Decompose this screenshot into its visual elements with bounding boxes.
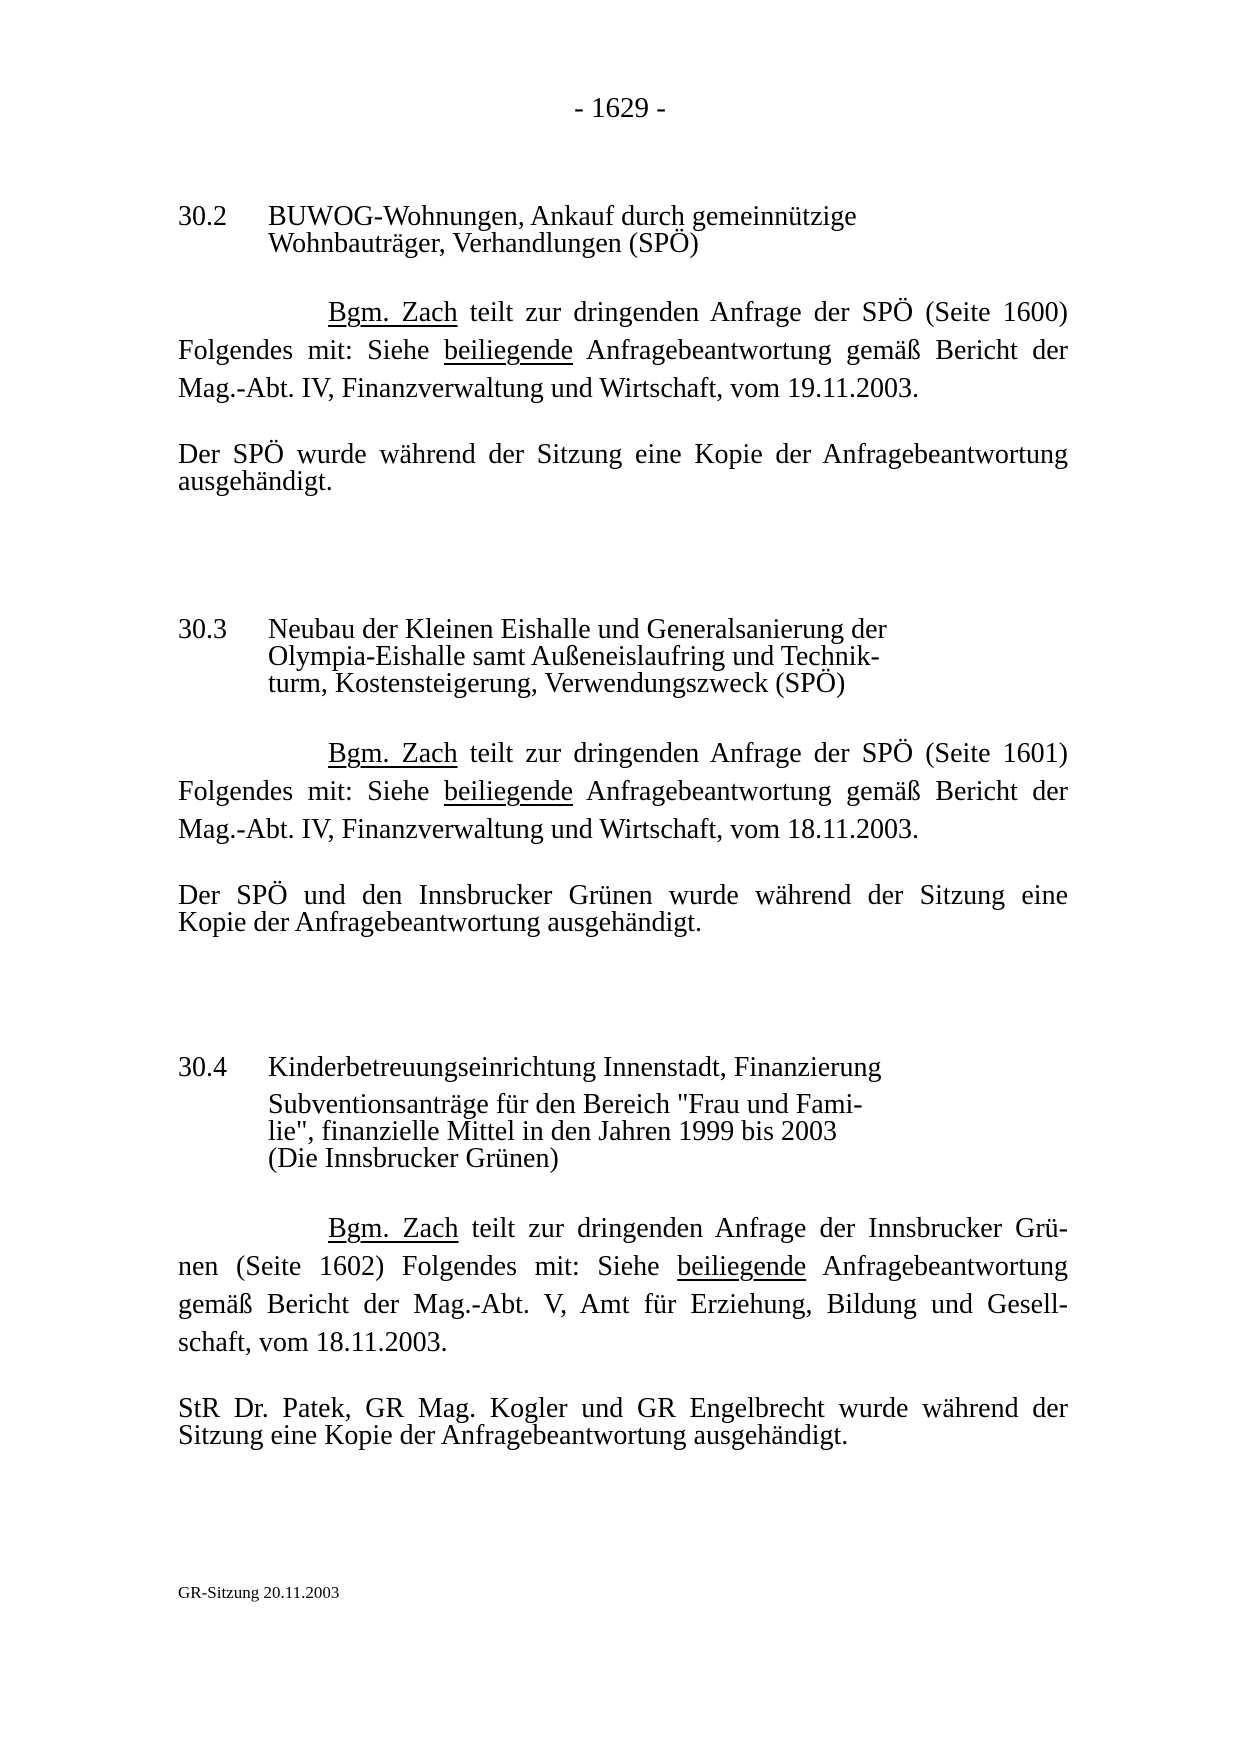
item-paragraph — [178, 1210, 1068, 1362]
footer: GR-Sitzung 20.11.2003 — [178, 1583, 340, 1602]
attachment-reference: beiliegende — [677, 1251, 807, 1282]
note-line: ausgehändigt. — [178, 466, 333, 497]
attachment-reference: beiliegende — [443, 335, 574, 366]
item-heading — [178, 1054, 1068, 1172]
paragraph-text: Anfragebeantwortung — [806, 1251, 1069, 1282]
paragraph-text: teilt zur dringenden Anfrage der SPÖ (Seite 1601) — [457, 738, 1069, 769]
item-title-line: Kinderbetreuungseinrichtung Innenstadt, Finanzierung — [268, 1052, 882, 1083]
agenda-item-30-4 — [178, 1054, 1068, 1449]
note-line: Der SPÖ wurde während der Sitzung eine Kopie der Anfragebeantwortung — [178, 439, 1068, 470]
item-number: 30.4 — [178, 1052, 227, 1083]
item-number: 30.2 — [178, 201, 227, 232]
paragraph-text: teilt zur dringenden Anfrage der SPÖ (Seite 1600) — [457, 297, 1069, 328]
paragraph-text: nen (Seite 1602) Folgendes mit: Siehe — [178, 1251, 678, 1282]
attachment-reference: beiliegende — [443, 776, 574, 807]
paragraph-text: Mag.-Abt. IV, Finanzverwaltung und Wirtschaft, vom 19.11.2003. — [178, 373, 920, 404]
item-note — [178, 1395, 1068, 1449]
item-paragraph — [178, 294, 1068, 408]
paragraph-text: Folgendes mit: Siehe — [178, 776, 444, 807]
note-line: StR Dr. Patek, GR Mag. Kogler und GR Engelbrecht wurde während der — [178, 1393, 1068, 1424]
item-title-line: Wohnbauträger, Verhandlungen (SPÖ) — [268, 228, 699, 259]
item-title — [268, 1054, 918, 1172]
item-number: 30.3 — [178, 614, 227, 645]
item-title-line: lie", finanzielle Mittel in den Jahren 1999 bis 2003 — [268, 1116, 837, 1147]
paragraph-text: schaft, vom 18.11.2003. — [178, 1327, 448, 1358]
item-title — [268, 616, 918, 697]
paragraph-text: gemäß Bericht der Mag.-Abt. V, Amt für Erziehung, Bildung und Gesell- — [178, 1289, 1068, 1320]
speaker-name: Bgm. Zach — [328, 1213, 459, 1244]
paragraph-text: Anfragebeantwortung gemäß Bericht der — [573, 335, 1068, 366]
paragraph-text: Mag.-Abt. IV, Finanzverwaltung und Wirtschaft, vom 18.11.2003. — [178, 814, 920, 845]
speaker-name: Bgm. Zach — [328, 738, 458, 769]
note-line: Kopie der Anfragebeantwortung ausgehändigt. — [178, 907, 703, 938]
paragraph-text: Folgendes mit: Siehe — [178, 335, 444, 366]
agenda-item-30-3 — [178, 616, 1068, 936]
item-title-line: (Die Innsbrucker Grünen) — [268, 1143, 559, 1174]
note-line: Sitzung eine Kopie der Anfragebeantwortung ausgehändigt. — [178, 1420, 849, 1451]
page-number: - 1629 - — [574, 92, 666, 124]
speaker-name: Bgm. Zach — [328, 297, 458, 328]
item-note — [178, 441, 1068, 495]
item-title-line: Subventionsanträge für den Bereich "Frau und Fami- — [268, 1089, 863, 1120]
paragraph-text: Anfragebeantwortung gemäß Bericht der — [573, 776, 1068, 807]
item-title-line: BUWOG-Wohnungen, Ankauf durch gemeinnützige — [268, 201, 857, 232]
item-title-line: Neubau der Kleinen Eishalle und Generalsanierung der — [268, 614, 887, 645]
paragraph-text: teilt zur dringenden Anfrage der Innsbrucker Grü- — [458, 1213, 1068, 1244]
item-title-line: turm, Kostensteigerung, Verwendungszweck (SPÖ) — [268, 668, 846, 699]
item-heading — [178, 203, 1068, 257]
item-title-line: Olympia-Eishalle samt Außeneislaufring und Technik- — [268, 641, 880, 672]
agenda-item-30-2 — [178, 203, 1068, 495]
item-note — [178, 882, 1068, 936]
item-heading — [178, 616, 1068, 697]
note-line: Der SPÖ und den Innsbrucker Grünen wurde während der Sitzung eine — [178, 880, 1068, 911]
item-paragraph — [178, 735, 1068, 849]
item-title — [268, 203, 918, 257]
